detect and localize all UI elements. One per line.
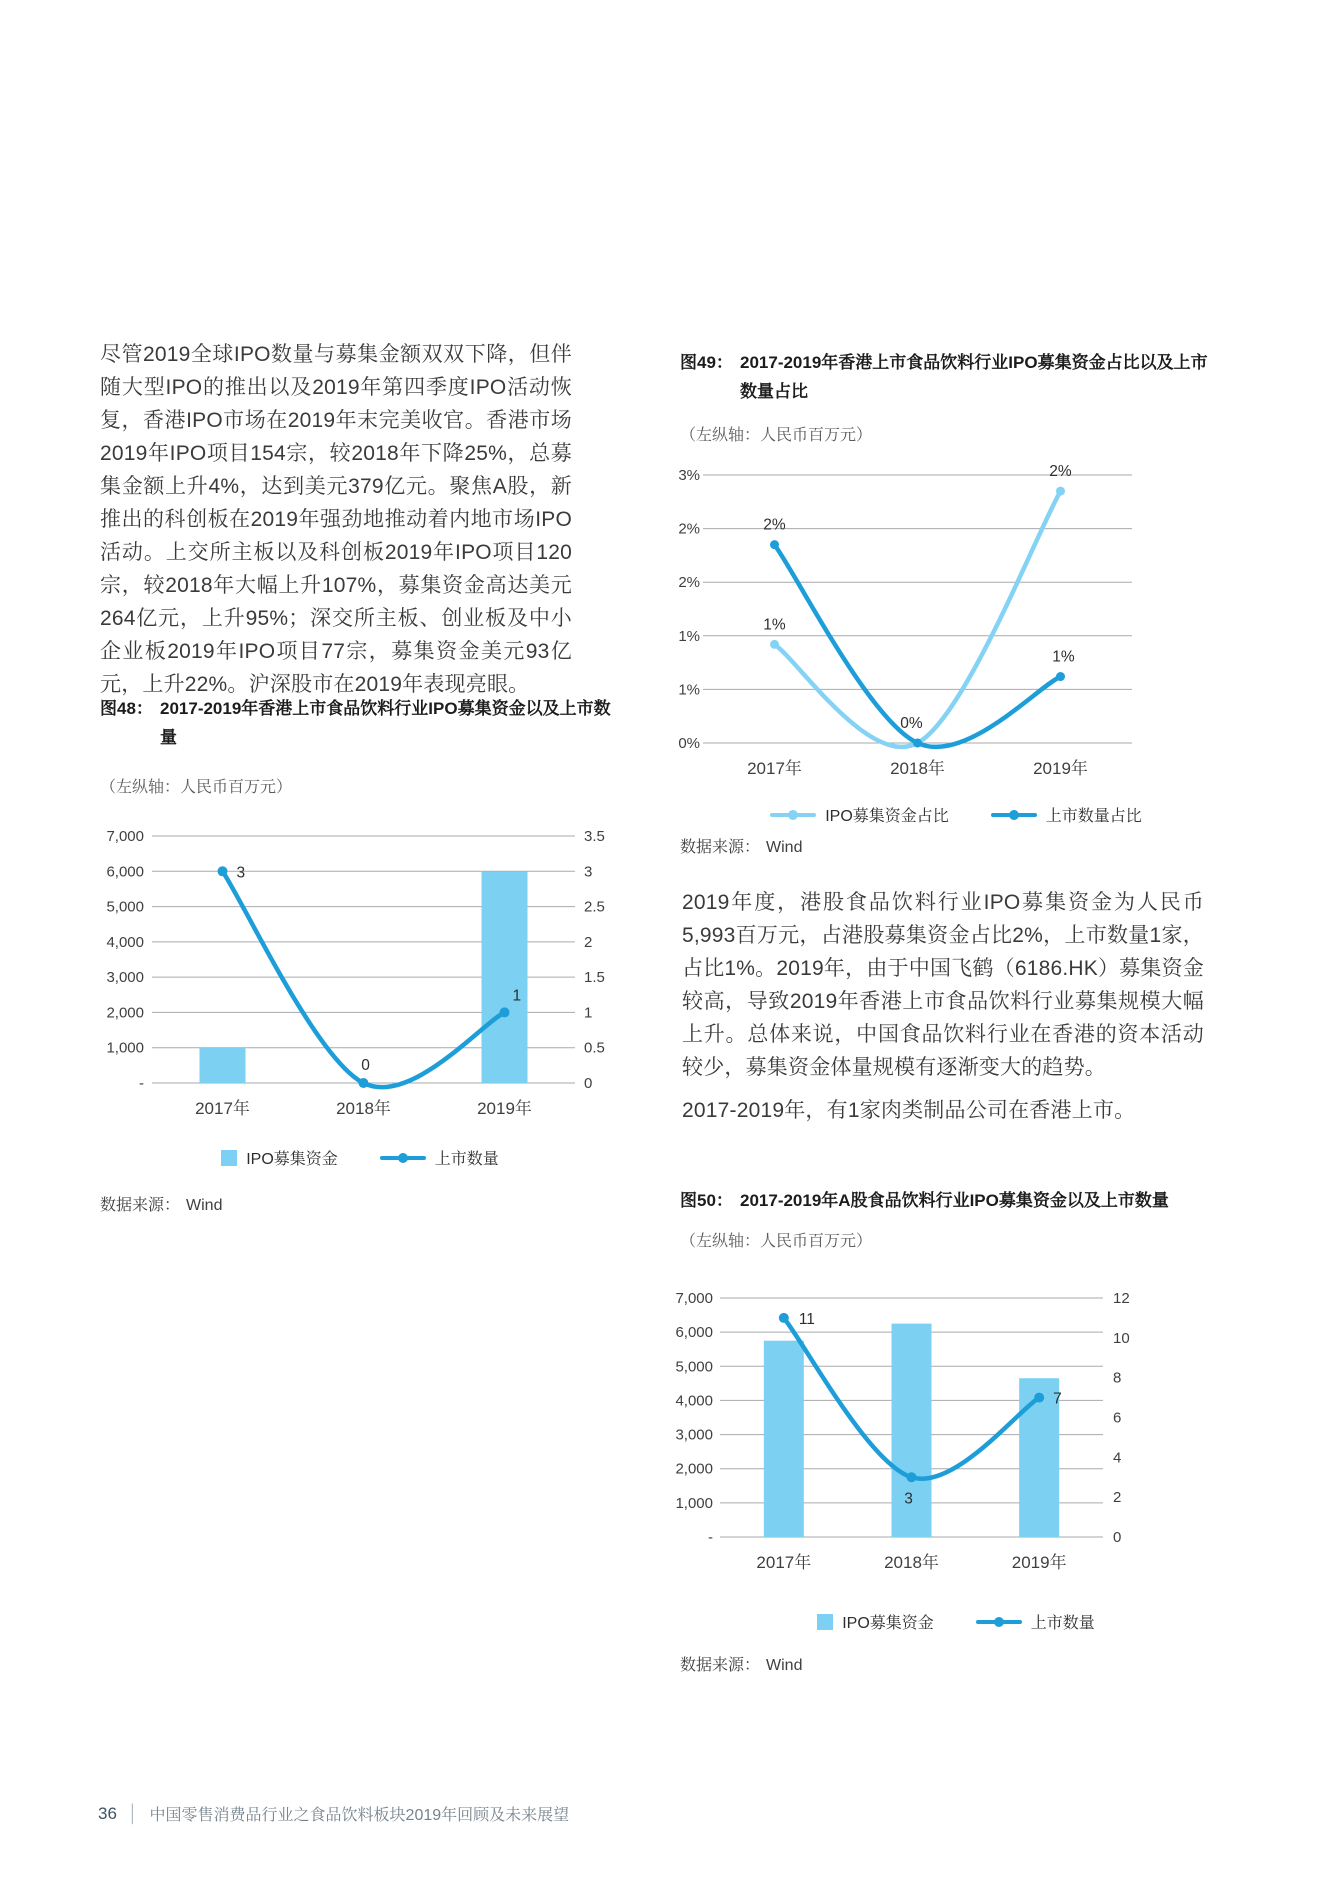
legend-marker-dot	[398, 1153, 408, 1163]
figure-50-axis-note: （左纵轴：人民币百万元）	[680, 1233, 873, 1250]
x-axis-category-label: 2018年	[336, 1099, 391, 1118]
data-point-marker	[779, 1313, 789, 1323]
data-point-marker	[1056, 672, 1065, 681]
data-label: 1%	[763, 616, 786, 634]
data-label: 7	[1053, 1390, 1062, 1408]
y-axis-tick-label: 7,000	[106, 828, 144, 845]
legend-item	[817, 1610, 934, 1633]
figure-49-title-text: 2017-2019年香港上市食品饮料行业IPO募集资金占比以及上市数量占比	[740, 353, 1208, 401]
data-label: 2%	[1049, 463, 1072, 481]
figure-49-axis-note: （左纵轴：人民币百万元）	[680, 427, 873, 444]
figure-48	[100, 694, 620, 1254]
data-point-marker	[770, 540, 779, 549]
figure-49-number: 图49：	[680, 353, 733, 372]
right-axis-tick-label: 10	[1113, 1329, 1130, 1347]
x-axis-category-label: 2017年	[195, 1099, 250, 1118]
bar-2019年	[482, 872, 528, 1083]
y-axis-tick-label: 4,000	[106, 933, 144, 951]
y-axis-tick-label: 6,000	[675, 1324, 713, 1342]
legend-square-swatch	[817, 1614, 833, 1630]
data-label: 11	[798, 1310, 815, 1328]
legend-label: IPO募集资金占比	[825, 808, 949, 825]
figure-50-legend	[680, 1610, 1232, 1633]
right-axis-tick-label: 8	[1113, 1369, 1122, 1387]
figure-50-source	[680, 1652, 802, 1675]
line-chart-fig49	[680, 456, 1232, 786]
source-label: 数据来源：	[100, 1197, 181, 1214]
legend-label: IPO募集资金	[246, 1151, 338, 1168]
figure-49-source	[680, 834, 802, 857]
legend-item	[221, 1146, 338, 1169]
right-axis-tick-label: 4	[1113, 1449, 1122, 1467]
paragraph-hk-ipo-overview: 尽管2019全球IPO数量与募集金额双双下降，但伴随大型IPO的推出以及2019年第四季度IPO活动恢复，香港IPO市场在2019年末完美收官。香港市场2019年IPO项目154宗，较2018年下降25%，总募集金额上升4%，达到美元379亿元。聚焦A股，新推出的科创板在2019年强劲地推动着内地市场IPO活动。上交所主板以及科创板2019年IPO项目120宗，较2018年大幅上升107%，募集资金高达美元264亿元，上升95%；深交所主板、创业板及中小企业板2019年IPO项目77宗，募集资金美元93亿元，上升22%。沪深股市在2019年表现亮眼。	[100, 343, 572, 696]
data-label: 0	[361, 1057, 370, 1074]
right-axis-tick-label: 2	[1113, 1489, 1122, 1507]
data-point-marker	[500, 1007, 510, 1017]
right-axis-tick-label: 1.5	[584, 969, 605, 987]
figure-50-number: 图50：	[680, 1191, 733, 1210]
data-point-marker	[770, 640, 779, 649]
legend-square-swatch	[221, 1150, 237, 1166]
figure-49-title	[680, 348, 1232, 406]
y-axis-tick-label: 2%	[678, 574, 700, 592]
data-label: 3	[904, 1490, 913, 1508]
legend-label: IPO募集资金	[842, 1615, 934, 1632]
figure-48-title-text: 2017-2019年香港上市食品饮料行业IPO募集资金以及上市数量	[160, 699, 611, 747]
x-axis-category-label: 2018年	[884, 1553, 939, 1572]
figure-48-source	[100, 1192, 222, 1215]
source-value: Wind	[186, 1197, 223, 1214]
legend-label: 上市数量占比	[1045, 808, 1142, 825]
trend-line	[223, 871, 505, 1087]
source-label: 数据来源：	[680, 1657, 761, 1674]
x-axis-category-label: 2017年	[747, 759, 802, 778]
source-value: Wind	[766, 1657, 803, 1674]
page-number: 36	[98, 1803, 117, 1823]
y-axis-tick-label: 2,000	[675, 1460, 713, 1478]
x-axis-category-label: 2019年	[477, 1099, 532, 1118]
data-label: 1	[512, 987, 522, 1005]
y-axis-tick-label: 6,000	[106, 863, 144, 881]
right-axis-tick-label: 12	[1113, 1290, 1130, 1307]
figure-48-title	[100, 694, 620, 752]
legend-label: 上市数量	[434, 1151, 499, 1168]
legend-line-swatch	[380, 1156, 426, 1160]
figure-50	[675, 1186, 1232, 1686]
figure-50-title	[680, 1186, 1232, 1215]
paragraph-meat-company-note: 2017-2019年，有1家肉类制品公司在香港上市。	[682, 1099, 1136, 1122]
data-point-marker	[907, 1472, 917, 1482]
y-axis-tick-label: 1,000	[106, 1039, 144, 1057]
x-axis-category-label: 2018年	[890, 759, 945, 778]
data-label: 2%	[763, 516, 786, 534]
data-label: 0%	[900, 715, 923, 732]
right-axis-tick-label: 0	[584, 1075, 593, 1092]
data-label: 1%	[1052, 648, 1075, 666]
legend-line-swatch	[770, 813, 816, 817]
x-axis-category-label: 2017年	[756, 1553, 812, 1572]
right-axis-tick-label: 2.5	[584, 898, 605, 916]
y-axis-tick-label: -	[139, 1075, 144, 1092]
figure-50-title-text: 2017-2019年A股食品饮料行业IPO募集资金以及上市数量	[740, 1191, 1169, 1210]
figure-48-legend	[100, 1146, 620, 1169]
source-value: Wind	[766, 839, 803, 856]
y-axis-tick-label: 7,000	[675, 1290, 713, 1307]
legend-marker-dot	[1009, 810, 1019, 820]
figure-48-axis-note: （左纵轴：人民币百万元）	[100, 779, 293, 796]
right-axis-tick-label: 0	[1113, 1529, 1122, 1546]
x-axis-category-label: 2019年	[1011, 1553, 1067, 1572]
bar-2017年	[764, 1341, 804, 1537]
y-axis-tick-label: 1%	[678, 627, 700, 645]
legend-item	[976, 1610, 1095, 1633]
footer-separator: │	[127, 1803, 139, 1823]
bar-2017年	[200, 1048, 246, 1083]
data-point-marker	[359, 1078, 369, 1088]
figure-49-legend	[680, 803, 1232, 826]
figure-49	[680, 348, 1232, 858]
x-axis-category-label: 2019年	[1033, 759, 1088, 778]
legend-item	[380, 1146, 499, 1169]
y-axis-tick-label: 5,000	[675, 1358, 713, 1376]
legend-item	[770, 803, 949, 826]
legend-label: 上市数量	[1030, 1615, 1095, 1632]
paragraph-hk-fnb-ipo-detail: 2019年度，港股食品饮料行业IPO募集资金为人民币5,993百万元，占港股募集资金占比2%，上市数量1家，占比1%。2019年，由于中国飞鹤（6186.HK）募集资金较高，导致2019年香港上市食品饮料行业募集规模大幅上升。总体来说，中国食品饮料行业在香港的资本活动较少，募集资金体量规模有逐渐变大的趋势。	[682, 891, 1204, 1079]
data-point-marker	[1034, 1393, 1044, 1403]
legend-item	[991, 803, 1142, 826]
y-axis-tick-label: 0%	[678, 735, 700, 752]
right-axis-tick-label: 0.5	[584, 1039, 605, 1057]
y-axis-tick-label: 3%	[678, 467, 700, 484]
data-point-marker	[218, 866, 228, 876]
y-axis-tick-label: -	[708, 1529, 713, 1546]
figure-48-number: 图48：	[100, 699, 153, 718]
footer-text: 中国零售消费品行业之食品饮料板块2019年回顾及未来展望	[149, 1807, 570, 1824]
data-point-marker	[1056, 487, 1065, 496]
legend-line-swatch	[976, 1620, 1022, 1624]
right-axis-tick-label: 3.5	[584, 828, 605, 845]
legend-marker-dot	[788, 810, 798, 820]
source-label: 数据来源：	[680, 839, 761, 856]
y-axis-tick-label: 3,000	[106, 969, 144, 987]
y-axis-tick-label: 1,000	[675, 1494, 713, 1512]
right-axis-tick-label: 6	[1113, 1409, 1122, 1427]
y-axis-tick-label: 2,000	[106, 1004, 144, 1022]
y-axis-tick-label: 5,000	[106, 898, 144, 916]
right-axis-tick-label: 3	[584, 863, 593, 881]
combo-chart-fig50	[675, 1280, 1232, 1585]
legend-marker-dot	[994, 1617, 1004, 1627]
y-axis-tick-label: 3,000	[675, 1426, 713, 1444]
right-axis-tick-label: 1	[584, 1004, 593, 1022]
y-axis-tick-label: 1%	[678, 681, 700, 699]
right-axis-tick-label: 2	[584, 933, 593, 951]
data-label: 3	[236, 864, 246, 882]
y-axis-tick-label: 2%	[678, 520, 700, 538]
legend-line-swatch	[991, 813, 1037, 817]
data-point-marker	[913, 739, 922, 748]
combo-chart-fig48	[100, 818, 620, 1128]
page-footer	[98, 1802, 569, 1825]
y-axis-tick-label: 4,000	[675, 1392, 713, 1410]
